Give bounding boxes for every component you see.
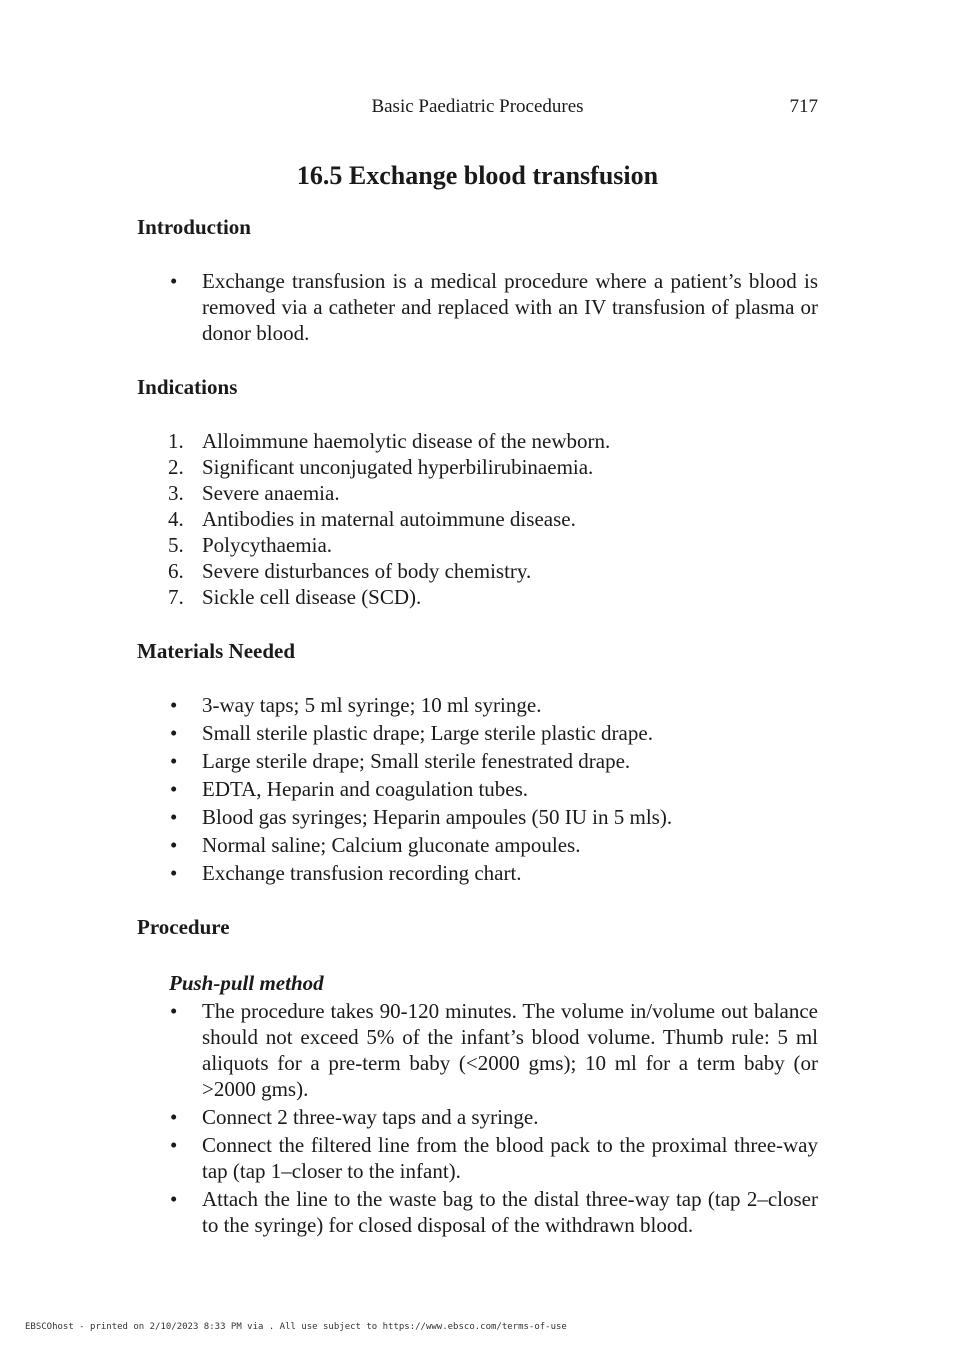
list-item: • Large sterile drape; Small sterile fenestrated drape. [170,749,631,773]
list-item: • Attach the line to the waste bag to the distal three-way tap (tap 2–closer to the syringe) for closed disposal of the withdrawn blood. [170,1187,818,1237]
list-item: • EDTA, Heparin and coagulation tubes. [170,777,529,801]
bullet-icon: • [170,999,178,1023]
list-item: 7. Sickle cell disease (SCD). [168,585,422,609]
list-item: • Connect the filtered line from the blood pack to the proximal three-way tap (tap 1–closer to the infant). [170,1133,818,1183]
running-title: Basic Paediatric Procedures [371,96,584,117]
list-item: • The procedure takes 90-120 minutes. The volume in/volume out balance should not exceed 5% of the infant’s blood volume. Thumb rule: 5 ml aliquots for a pre-term baby (<2000 gms); 10 ml for a term baby (or >2000 gms). [170,999,818,1101]
procedure-subheading: Push-pull method [169,971,324,995]
footer-note: EBSCOhost - printed on 2/10/2023 8:33 PM via . All use subject to https://www.ebsco.com/terms-of-use [25,1322,567,1332]
list-item: 5. Polycythaemia. [168,533,333,557]
bullet-icon: • [170,269,178,293]
bullet-icon: • [170,1187,178,1211]
introduction-list [137,268,818,346]
list-item: 3. Severe anaemia. [168,481,340,505]
bullet-icon: • [170,777,178,801]
bullet-icon: • [170,1105,178,1129]
bullet-icon: • [170,833,178,857]
page-number: 717 [789,96,818,117]
running-head [137,96,818,122]
materials-list [137,692,818,886]
procedure-heading: Procedure [137,915,230,939]
list-item: • Normal saline; Calcium gluconate ampoules. [170,833,581,857]
materials-heading: Materials Needed [137,639,296,663]
procedure-list [137,998,818,1238]
list-item: 6. Severe disturbances of body chemistry. [168,559,532,583]
indications-list [137,428,818,610]
bullet-icon: • [170,749,178,773]
list-item: • Exchange transfusion is a medical procedure where a patient’s blood is removed via a catheter and replaced with an IV transfusion of plasma or donor blood. [170,269,818,345]
list-item: • Exchange transfusion recording chart. [170,861,522,885]
bullet-icon: • [170,693,178,717]
list-item: • Blood gas syringes; Heparin ampoules (50 IU in 5 mls). [170,805,673,829]
list-item: • Small sterile plastic drape; Large sterile plastic drape. [170,721,653,745]
bullet-icon: • [170,721,178,745]
bullet-icon: • [170,1133,178,1157]
list-item: • 3-way taps; 5 ml syringe; 10 ml syringe. [170,693,542,717]
list-item: 1. Alloimmune haemolytic disease of the newborn. [168,429,611,453]
chapter-title: 16.5 Exchange blood transfusion [296,161,659,190]
bullet-icon: • [170,805,178,829]
page-content [137,212,818,1264]
list-item: 2. Significant unconjugated hyperbilirubinaemia. [168,455,594,479]
introduction-heading: Introduction [137,215,251,239]
list-item: 4. Antibodies in maternal autoimmune disease. [168,507,576,531]
bullet-icon: • [170,861,178,885]
list-item: • Connect 2 three-way taps and a syringe. [170,1105,539,1129]
indications-heading: Indications [137,375,238,399]
